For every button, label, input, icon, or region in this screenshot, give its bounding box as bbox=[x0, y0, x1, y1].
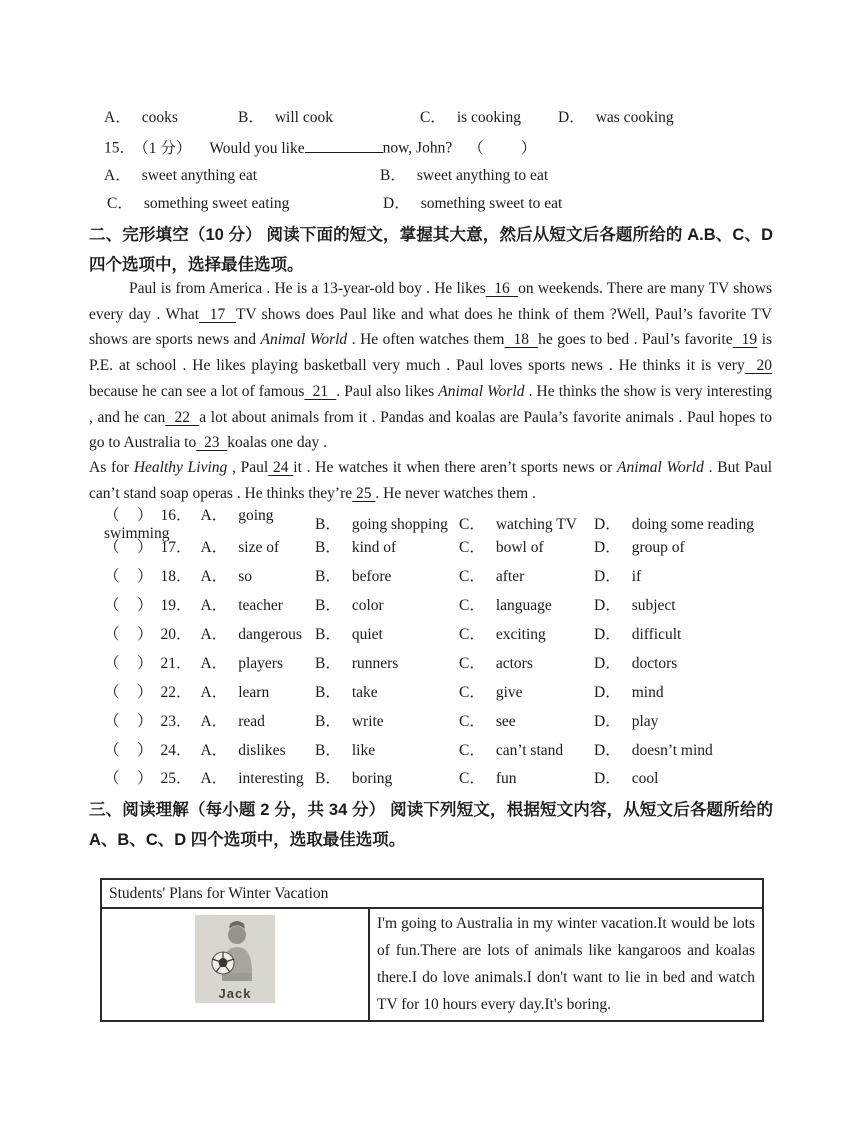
option-c bbox=[459, 680, 594, 702]
option-key: C． bbox=[459, 683, 485, 701]
answer-paren: （ ） bbox=[104, 770, 154, 788]
option-key: D． bbox=[594, 741, 621, 759]
text-run: Paul is from America . He is a 13-year-old boy . He likes bbox=[129, 280, 486, 297]
option-d-text: doctors bbox=[631, 654, 678, 672]
stem-before-blank: Would you like bbox=[209, 139, 305, 157]
option-text: is cooking bbox=[456, 109, 521, 126]
option-d bbox=[594, 651, 772, 673]
answer-paren: （ ） bbox=[104, 597, 154, 615]
stem-cell bbox=[104, 738, 315, 760]
option-b-text: take bbox=[351, 683, 378, 701]
stem-cell bbox=[104, 622, 315, 644]
cloze-blank-number: 22 bbox=[165, 408, 200, 426]
option-key: A． bbox=[200, 626, 228, 643]
option-text: sweet anything to eat bbox=[416, 167, 549, 184]
option-a-text: going swimming bbox=[104, 507, 274, 542]
text-run: koalas one day . bbox=[227, 434, 328, 452]
option-c bbox=[420, 108, 558, 128]
italic-title-text: Healthy Living bbox=[133, 459, 228, 476]
cloze-blank-number: 19 bbox=[732, 331, 758, 349]
option-c bbox=[459, 512, 594, 534]
option-d-text: mind bbox=[631, 683, 664, 701]
student-photo-cell bbox=[102, 909, 370, 1020]
answer-paren: （ ） bbox=[104, 507, 154, 524]
question-number: 17． bbox=[160, 539, 192, 557]
option-key: A． bbox=[200, 741, 228, 759]
text-run: . But Paul can’t stand soap operas . He thinks they’re bbox=[89, 459, 772, 502]
option-key: D． bbox=[594, 539, 621, 557]
cloze-question-row bbox=[104, 561, 772, 590]
option-key: D． bbox=[594, 568, 621, 586]
cloze-passage-paragraph2 bbox=[89, 455, 772, 506]
stem-cell bbox=[104, 709, 315, 731]
text-run: it . He watches it when there aren’t sports news or bbox=[293, 459, 617, 476]
option-c-text: bowl of bbox=[495, 539, 544, 557]
option-a-text: size of bbox=[238, 539, 280, 557]
option-key: A． bbox=[200, 539, 228, 557]
answer-paren: （ ） bbox=[104, 712, 154, 730]
question15-options-row2 bbox=[107, 194, 772, 214]
student-plan-text: I'm going to Australia in my winter vacation.It would be lots of fun.There are lots of animals like kangaroos and koalas there.I do love animals.I don't want to lie in bed and watch TV for 10 hours every day.It's boring. bbox=[377, 915, 755, 1013]
option-b-text: like bbox=[351, 741, 376, 759]
text-run: . He often watches them bbox=[347, 331, 505, 349]
cloze-question-row bbox=[104, 647, 772, 676]
option-key: B． bbox=[315, 654, 341, 672]
option-key: A． bbox=[104, 167, 131, 184]
question15-options-row1 bbox=[104, 166, 772, 186]
option-key: C． bbox=[459, 712, 485, 730]
answer-paren: （ ） bbox=[104, 683, 154, 701]
stem-cell bbox=[104, 593, 315, 615]
option-d bbox=[594, 766, 772, 788]
option-d-text: subject bbox=[631, 597, 676, 615]
option-d bbox=[594, 564, 772, 586]
stem-cell bbox=[104, 766, 315, 788]
question-number: 15． bbox=[104, 139, 136, 157]
option-key: D． bbox=[594, 683, 621, 701]
section3-title: 三、阅读理解（每小题 2 分，共 34 分） 阅读下列短文，根据短文内容，从短文后各题所给的 A、B、C、D 四个选项中，选取最佳选项。 bbox=[89, 801, 773, 849]
option-b bbox=[380, 166, 772, 186]
option-key: A． bbox=[200, 568, 228, 586]
option-b-text: kind of bbox=[351, 539, 397, 557]
question-number: 25． bbox=[160, 770, 192, 788]
section2-title: 二、完形填空（10 分） 阅读下面的短文，掌握其大意，然后从短文后各题所给的 A.B、C、D 四个选项中，选择最佳选项。 bbox=[89, 226, 773, 274]
option-b-text: before bbox=[351, 568, 392, 586]
reading-table bbox=[100, 878, 764, 1022]
option-d bbox=[594, 738, 772, 760]
text-run: , Paul bbox=[227, 459, 269, 476]
cloze-question-row bbox=[104, 503, 772, 542]
option-key: A． bbox=[200, 683, 228, 701]
option-key: A． bbox=[200, 770, 228, 788]
italic-title-text: Animal World bbox=[617, 459, 704, 476]
reading-table-header: Students' Plans for Winter Vacation bbox=[102, 880, 762, 909]
option-c-text: after bbox=[495, 568, 525, 586]
cloze-blank-number: 18 bbox=[504, 331, 539, 349]
cloze-question-row bbox=[104, 705, 772, 734]
option-b bbox=[315, 622, 459, 644]
text-run: . He thinks the show is very interesting , and he can bbox=[89, 382, 773, 426]
cloze-blank-number: 16 bbox=[485, 280, 519, 297]
option-d bbox=[594, 593, 772, 615]
option-b bbox=[315, 564, 459, 586]
option-b bbox=[315, 593, 459, 615]
option-key: A． bbox=[200, 712, 228, 730]
option-d-text: cool bbox=[631, 770, 659, 788]
option-key: D． bbox=[594, 712, 621, 730]
option-d bbox=[594, 512, 772, 534]
option-d bbox=[594, 535, 772, 557]
option-d bbox=[594, 709, 772, 731]
option-key: D． bbox=[594, 626, 621, 643]
option-a-text: teacher bbox=[238, 597, 283, 615]
option-key: B． bbox=[315, 626, 341, 643]
option-key: B． bbox=[315, 712, 341, 730]
stem-cell bbox=[104, 680, 315, 702]
option-key: C． bbox=[107, 195, 133, 212]
text-run: he goes to bed . Paul’s favorite bbox=[538, 331, 733, 349]
option-c bbox=[459, 564, 594, 586]
option-c-text: actors bbox=[495, 654, 533, 672]
question-score: （1 分） bbox=[141, 139, 192, 157]
student-photo bbox=[195, 915, 275, 1003]
option-d bbox=[594, 622, 772, 644]
text-run: As for bbox=[89, 459, 134, 476]
student-name-caption: Jack bbox=[218, 986, 252, 1001]
option-key: B． bbox=[315, 741, 341, 759]
question-number: 21． bbox=[160, 654, 192, 672]
option-c bbox=[459, 766, 594, 788]
option-d-text: group of bbox=[631, 539, 685, 557]
option-b bbox=[315, 709, 459, 731]
option-key: B． bbox=[315, 539, 341, 557]
stem-cell bbox=[104, 564, 315, 586]
option-key: C． bbox=[459, 568, 485, 586]
option-key: A． bbox=[200, 597, 228, 615]
option-d-text: difficult bbox=[631, 626, 682, 643]
option-key: B． bbox=[315, 683, 341, 701]
italic-title-text: Animal World bbox=[260, 331, 348, 349]
option-key: C． bbox=[459, 741, 485, 759]
option-d bbox=[558, 108, 772, 128]
option-b-text: write bbox=[351, 712, 384, 730]
option-key: C． bbox=[459, 626, 485, 643]
option-b-text: quiet bbox=[351, 626, 383, 643]
option-d-text: if bbox=[631, 568, 642, 586]
option-b-text: runners bbox=[351, 654, 399, 672]
option-b-text: going shopping bbox=[351, 516, 448, 533]
option-key: D． bbox=[594, 597, 621, 615]
answer-paren: （ ） bbox=[468, 139, 539, 157]
cloze-passage-paragraph1 bbox=[89, 276, 772, 456]
option-key: B． bbox=[315, 597, 341, 615]
cloze-question-row bbox=[104, 763, 772, 792]
cloze-blank-number: 24 bbox=[268, 459, 294, 476]
text-run: . Paul also likes bbox=[336, 382, 439, 400]
question-number: 18． bbox=[160, 568, 192, 586]
question-number: 23． bbox=[160, 712, 192, 730]
option-a bbox=[104, 166, 380, 186]
option-key: A． bbox=[200, 507, 228, 524]
option-a-text: players bbox=[238, 654, 283, 672]
text-run: on weekends. There are many TV shows every day . What bbox=[89, 280, 773, 323]
option-a bbox=[104, 108, 238, 128]
cloze-question-row bbox=[104, 676, 772, 705]
option-c-text: give bbox=[495, 683, 523, 701]
cloze-blank-number: 23 bbox=[196, 434, 228, 452]
option-c-text: see bbox=[495, 712, 516, 730]
option-c bbox=[459, 622, 594, 644]
answer-paren: （ ） bbox=[104, 626, 154, 643]
option-c-text: language bbox=[495, 597, 552, 615]
option-key: C． bbox=[420, 109, 446, 126]
option-b bbox=[315, 512, 459, 534]
option-c-text: watching TV bbox=[495, 516, 577, 533]
question-number: 19． bbox=[160, 597, 192, 615]
option-b bbox=[315, 738, 459, 760]
option-text: was cooking bbox=[595, 109, 674, 126]
option-key: D． bbox=[594, 516, 621, 533]
option-key: A． bbox=[200, 654, 228, 672]
option-key: B． bbox=[380, 167, 406, 184]
question-number: 20． bbox=[160, 626, 192, 643]
option-a-text: dangerous bbox=[238, 626, 302, 643]
cloze-questions-list bbox=[104, 503, 772, 792]
option-c bbox=[459, 709, 594, 731]
option-key: C． bbox=[459, 654, 485, 672]
option-a-text: so bbox=[238, 568, 253, 586]
option-c-text: fun bbox=[495, 770, 517, 788]
cloze-blank-number: 21 bbox=[304, 382, 337, 400]
answer-paren: （ ） bbox=[104, 568, 154, 586]
stem-cell bbox=[104, 535, 315, 557]
option-c bbox=[459, 651, 594, 673]
question15-stem bbox=[104, 136, 772, 159]
option-key: C． bbox=[459, 516, 485, 533]
option-key: B． bbox=[238, 109, 264, 126]
option-key: B． bbox=[315, 516, 341, 533]
cloze-blank-number: 17 bbox=[199, 305, 236, 323]
option-b bbox=[238, 108, 420, 128]
option-key: D． bbox=[594, 770, 621, 788]
option-c bbox=[459, 535, 594, 557]
question-number: 16． bbox=[160, 507, 192, 524]
option-a-text: learn bbox=[238, 683, 270, 701]
option-key: C． bbox=[459, 539, 485, 557]
cloze-question-row bbox=[104, 619, 772, 648]
reading-table-row bbox=[102, 909, 762, 1020]
option-key: C． bbox=[459, 597, 485, 615]
option-b bbox=[315, 680, 459, 702]
option-key: D． bbox=[383, 195, 410, 212]
text-run: . He never watches them . bbox=[375, 484, 536, 502]
cloze-question-row bbox=[104, 734, 772, 763]
answer-paren: （ ） bbox=[104, 654, 154, 672]
option-text: sweet anything eat bbox=[141, 167, 258, 184]
option-key: D． bbox=[558, 109, 585, 126]
option-c bbox=[459, 738, 594, 760]
option-d-text: doesn’t mind bbox=[631, 741, 713, 759]
option-key: A． bbox=[104, 109, 131, 126]
option-c bbox=[459, 593, 594, 615]
option-d-text: doing some reading bbox=[631, 516, 754, 533]
text-run: is P.E. at school . He likes playing basketball very much . Paul loves sports news . He thinks it is very bbox=[89, 331, 773, 375]
option-text: cooks bbox=[141, 109, 178, 126]
answer-paren: （ ） bbox=[104, 741, 154, 759]
option-a-text: interesting bbox=[238, 770, 304, 788]
option-c-text: exciting bbox=[495, 626, 546, 643]
cloze-question-row bbox=[104, 590, 772, 619]
option-b bbox=[315, 766, 459, 788]
option-d bbox=[383, 194, 772, 214]
italic-title-text: Animal World bbox=[438, 382, 525, 400]
option-c bbox=[107, 194, 383, 214]
option-b bbox=[315, 535, 459, 557]
text-run: because he can see a lot of famous bbox=[89, 382, 305, 400]
option-b-text: boring bbox=[351, 770, 393, 788]
question-number: 22． bbox=[160, 683, 192, 701]
text-run: a lot about animals from it . Pandas and koalas are Paula’s favorite animals . Paul hopes to go to Australia to bbox=[89, 408, 772, 452]
option-b-text: color bbox=[351, 597, 384, 615]
option-a-text: dislikes bbox=[238, 741, 286, 759]
cloze-blank-number: 25 bbox=[352, 484, 376, 502]
cloze-blank-number: 20 bbox=[744, 357, 773, 375]
option-key: C． bbox=[459, 770, 485, 788]
text-run: TV shows does Paul like and what does he think of them ?Well, Paul’s favorite TV shows are sports news and bbox=[89, 305, 773, 349]
option-text: something sweet eating bbox=[143, 195, 290, 212]
option-a-text: read bbox=[238, 712, 265, 730]
cloze-question-row bbox=[104, 532, 772, 561]
stem-cell bbox=[104, 651, 315, 673]
question-number: 24． bbox=[160, 741, 192, 759]
option-key: B． bbox=[315, 770, 341, 788]
stem-after-blank: now, John? bbox=[382, 139, 453, 157]
option-c-text: can’t stand bbox=[495, 741, 564, 759]
option-d bbox=[594, 680, 772, 702]
answer-blank bbox=[305, 136, 383, 153]
answer-paren: （ ） bbox=[104, 539, 154, 557]
option-text: something sweet to eat bbox=[420, 195, 563, 212]
question14-options-row bbox=[104, 108, 772, 128]
option-text: will cook bbox=[274, 109, 333, 126]
option-key: D． bbox=[594, 654, 621, 672]
option-b bbox=[315, 651, 459, 673]
option-key: B． bbox=[315, 568, 341, 586]
option-d-text: play bbox=[631, 712, 659, 730]
